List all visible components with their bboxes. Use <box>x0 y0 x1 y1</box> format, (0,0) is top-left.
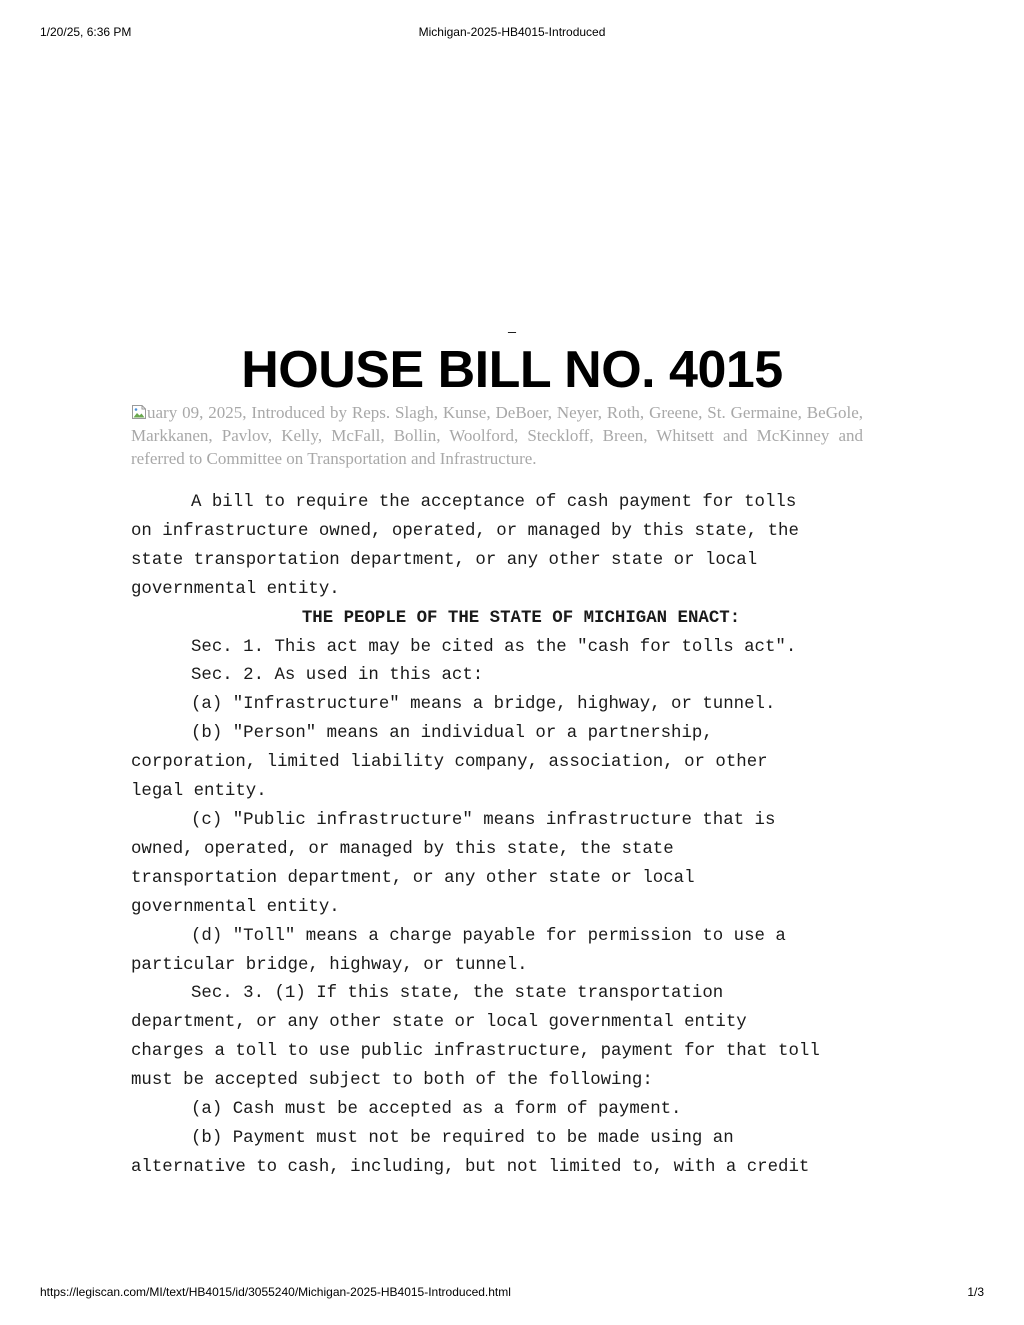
broken-image-icon <box>131 404 147 420</box>
bill-purpose-line: on infrastructure owned, operated, or managed by this state, the <box>131 521 799 541</box>
source-url-link[interactable]: https://legiscan.com/MI/text/HB4015/id/3055240/Michigan-2025-HB4015-Introduced.html <box>40 1285 511 1299</box>
print-datetime: 1/20/25, 6:36 PM <box>40 25 132 39</box>
print-footer <box>40 1285 984 1303</box>
definition-c: (c) "Public infrastructure" means infrastructure that is <box>191 810 776 830</box>
bill-title: HOUSE BILL NO. 4015 <box>241 341 783 399</box>
section-3-item-a: (a) Cash must be accepted as a form of payment. <box>191 1100 682 1120</box>
enacting-clause: THE PEOPLE OF THE STATE OF MICHIGAN ENACT: <box>301 608 741 628</box>
bill-purpose-line: state transportation department, or any other state or local <box>131 550 758 570</box>
definition-d-cont: particular bridge, highway, or tunnel. <box>131 955 528 975</box>
definition-b-cont: corporation, limited liability company, association, or other <box>131 753 768 773</box>
bill-body <box>131 489 911 1183</box>
definition-c-cont: owned, operated, or managed by this state, the state <box>131 839 674 859</box>
definition-b: (b) "Person" means an individual or a partnership, <box>191 724 713 744</box>
section-1: Sec. 1. This act may be cited as the "cash for tolls act". <box>191 637 797 657</box>
definition-d: (d) "Toll" means a charge payable for permission to use a <box>191 926 786 946</box>
title-separator: _ <box>508 317 516 333</box>
section-3-item-b-cont: alternative to cash, including, but not limited to, with a credit <box>131 1157 810 1177</box>
page-number: 1/3 <box>967 1285 984 1299</box>
bill-purpose-line: A bill to require the acceptance of cash payment for tolls <box>191 493 797 512</box>
print-page-title: Michigan-2025-HB4015-Introduced <box>418 25 606 39</box>
section-3-cont: charges a toll to use public infrastructure, payment for that toll <box>131 1042 820 1062</box>
section-3-cont: department, or any other state or local governmental entity <box>131 1013 747 1033</box>
intro-text: uary 09, 2025, Introduced by Reps. Slagh, Kunse, DeBoer, Neyer, Roth, Greene, St. Germaine, BeGole, Markkanen, Pavlov, Kelly, McFall, Bollin, Woolford, Steckloff, Breen, Whitsett and McKinney and referred to Committee on Transportation and Infrastructure. <box>131 403 863 468</box>
bill-purpose-line: governmental entity. <box>131 579 340 599</box>
definition-c-cont: transportation department, or any other state or local <box>131 868 695 888</box>
section-3-cont: must be accepted subject to both of the following: <box>131 1071 653 1091</box>
section-3-item-b: (b) Payment must not be required to be made using an <box>191 1128 734 1148</box>
print-header <box>40 25 984 43</box>
section-2: Sec. 2. As used in this act: <box>191 666 484 686</box>
definition-a: (a) "Infrastructure" means a bridge, highway, or tunnel. <box>191 695 776 715</box>
definition-b-cont: legal entity. <box>131 782 267 802</box>
section-3: Sec. 3. (1) If this state, the state transportation <box>191 984 724 1004</box>
bill-intro <box>131 401 863 470</box>
definition-c-cont: governmental entity. <box>131 897 340 917</box>
